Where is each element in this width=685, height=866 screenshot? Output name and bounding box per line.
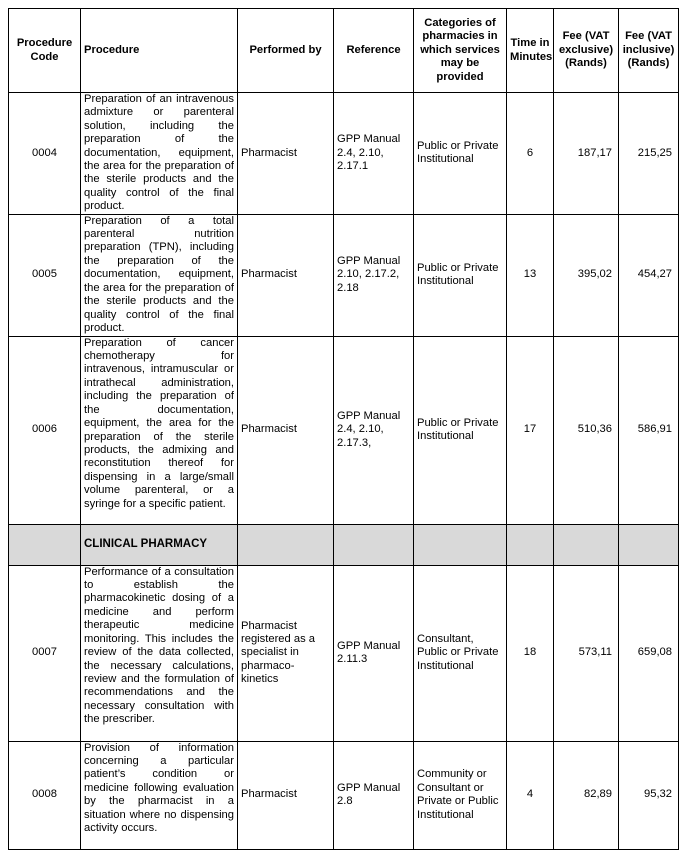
cell-time: 17	[507, 336, 554, 524]
table-row-0005	[9, 214, 679, 336]
cell-procedure: Preparation of an intravenous admixture or parenteral solution, including the preparation of the documentation, equipment, the area for the preparation of the sterile products and the quality control of the final product.	[81, 93, 238, 215]
table-row-0004	[9, 93, 679, 215]
table-header-row	[9, 9, 679, 93]
cell-procedure: Preparation of cancer chemotherapy for intravenous, intramuscular or intrathecal administration, including the preparation of the documentation, equipment, the area for the preparation of the sterile products, the admixing and reconstitution thereof for dispensing in a large/small volume parenteral, or a syringe for a specific patient.	[81, 336, 238, 524]
section-cell-empty	[9, 524, 81, 565]
cell-fee-excl: 82,89	[554, 741, 619, 849]
cell-reference: GPP Manual 2.10, 2.17.2, 2.18	[334, 214, 414, 336]
cell-time: 4	[507, 741, 554, 849]
cell-code: 0004	[9, 93, 81, 215]
header-categories: Categories of pharmacies in which services may be provided	[414, 9, 507, 93]
cell-time: 6	[507, 93, 554, 215]
section-cell-empty	[554, 524, 619, 565]
cell-fee-excl: 573,11	[554, 565, 619, 741]
cell-code: 0005	[9, 214, 81, 336]
header-procedure-code: Procedure Code	[9, 9, 81, 93]
tariff-table-container	[8, 8, 679, 850]
cell-performed-by: Pharmacist registered as a specialist in pharmaco-kinetics	[238, 565, 334, 741]
section-row-clinical-pharmacy	[9, 524, 679, 565]
cell-reference: GPP Manual 2.11.3	[334, 565, 414, 741]
cell-code: 0008	[9, 741, 81, 849]
section-cell-empty	[619, 524, 679, 565]
cell-fee-incl: 454,27	[619, 214, 679, 336]
cell-categories: Consultant, Public or Private Institutional	[414, 565, 507, 741]
procedure-fee-table	[8, 8, 679, 850]
cell-performed-by: Pharmacist	[238, 214, 334, 336]
cell-performed-by: Pharmacist	[238, 336, 334, 524]
cell-fee-incl: 659,08	[619, 565, 679, 741]
cell-code: 0006	[9, 336, 81, 524]
table-row-0008	[9, 741, 679, 849]
cell-reference: GPP Manual 2.8	[334, 741, 414, 849]
cell-time: 13	[507, 214, 554, 336]
cell-fee-excl: 187,17	[554, 93, 619, 215]
section-cell-empty	[414, 524, 507, 565]
cell-fee-incl: 586,91	[619, 336, 679, 524]
cell-fee-excl: 395,02	[554, 214, 619, 336]
section-title: CLINICAL PHARMACY	[81, 524, 238, 565]
header-procedure: Procedure	[81, 9, 238, 93]
cell-categories: Public or Private Institutional	[414, 214, 507, 336]
cell-fee-excl: 510,36	[554, 336, 619, 524]
cell-reference: GPP Manual 2.4, 2.10, 2.17.3,	[334, 336, 414, 524]
header-fee-excl: Fee (VAT exclusive) (Rands)	[554, 9, 619, 93]
cell-categories: Public or Private Institutional	[414, 336, 507, 524]
cell-procedure: Preparation of a total parenteral nutrition preparation (TPN), including the preparation of the documentation, equipment, the area for the preparation of the sterile products and the quality control of the final product.	[81, 214, 238, 336]
table-row-0007	[9, 565, 679, 741]
header-time: Time in Minutes	[507, 9, 554, 93]
section-cell-empty	[238, 524, 334, 565]
cell-procedure: Performance of a consultation to establish the pharmacokinetic dosing of a medicine and perform therapeutic medicine monitoring. This includes the review of the data collected, the necessary calculations, review and the formulation of recommendations and the necessary consultation with the prescriber.	[81, 565, 238, 741]
cell-fee-incl: 215,25	[619, 93, 679, 215]
section-cell-empty	[507, 524, 554, 565]
cell-time: 18	[507, 565, 554, 741]
cell-performed-by: Pharmacist	[238, 741, 334, 849]
cell-code: 0007	[9, 565, 81, 741]
cell-performed-by: Pharmacist	[238, 93, 334, 215]
cell-procedure: Provision of information concerning a particular patient’s condition or medicine following evaluation by the pharmacist in a situation where no dispensing activity occurs.	[81, 741, 238, 849]
section-cell-empty	[334, 524, 414, 565]
cell-reference: GPP Manual 2.4, 2.10, 2.17.1	[334, 93, 414, 215]
header-performed-by: Performed by	[238, 9, 334, 93]
cell-fee-incl: 95,32	[619, 741, 679, 849]
header-reference: Reference	[334, 9, 414, 93]
cell-categories: Public or Private Institutional	[414, 93, 507, 215]
cell-categories: Community or Consultant or Private or Public Institutional	[414, 741, 507, 849]
header-fee-incl: Fee (VAT inclusive) (Rands)	[619, 9, 679, 93]
table-row-0006	[9, 336, 679, 524]
